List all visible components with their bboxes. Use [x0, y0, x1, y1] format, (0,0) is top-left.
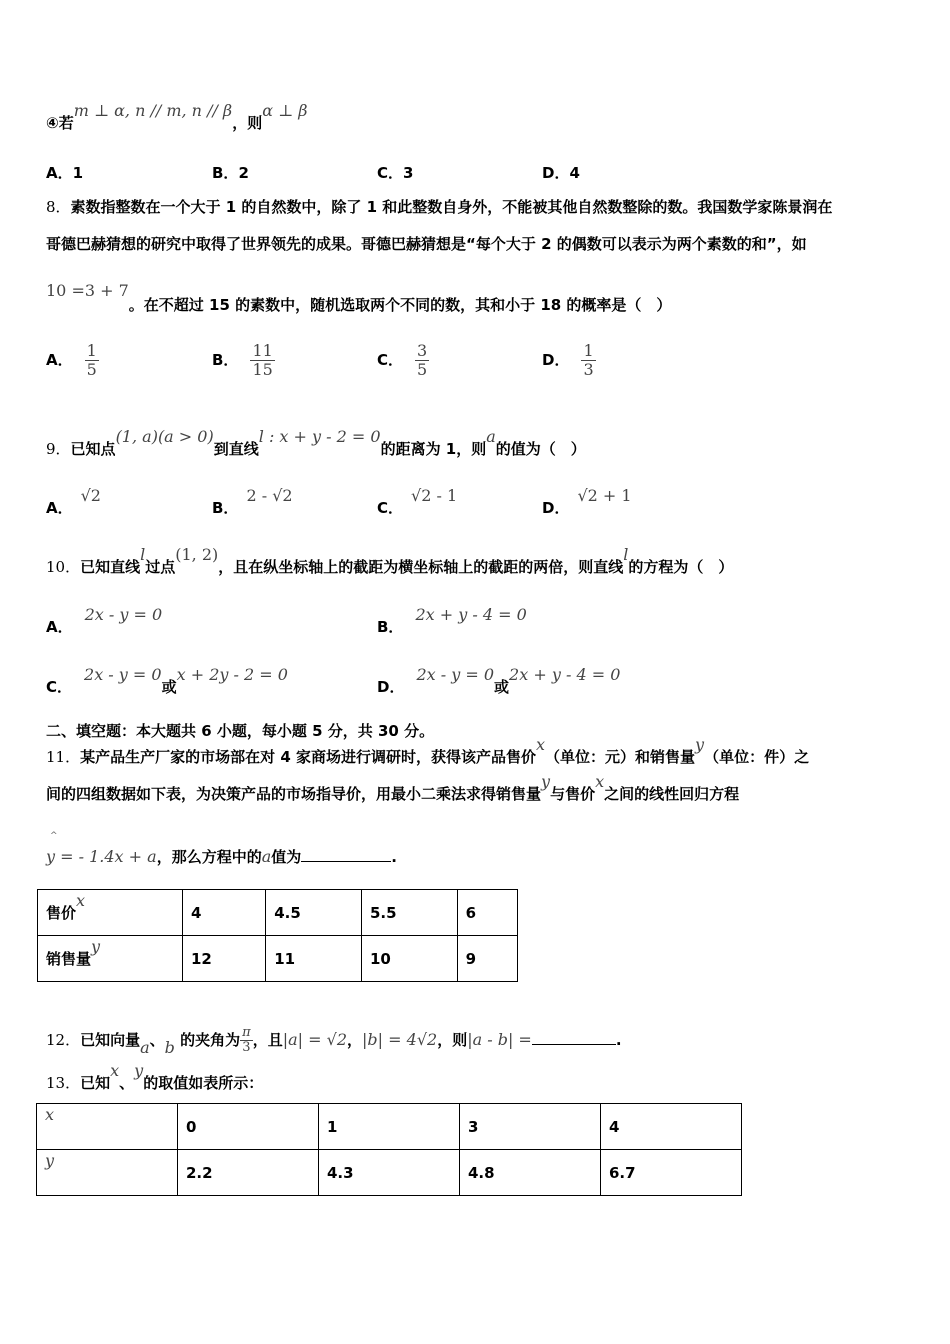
denominator: 15	[252, 360, 273, 379]
table-cell	[38, 936, 183, 982]
math: y	[45, 1151, 55, 1170]
q11-line2	[46, 772, 740, 804]
text: 之间的线性回归方程	[604, 785, 740, 803]
math: √2	[80, 486, 101, 505]
math: (1, a)(a > 0)	[115, 427, 214, 446]
math: x	[110, 1061, 120, 1080]
fraction	[240, 1026, 253, 1055]
value: 2	[238, 164, 249, 182]
math: 2x + y - 4 = 0	[509, 665, 621, 684]
label: B．	[212, 351, 239, 369]
label: A．	[46, 164, 73, 182]
label: D．	[377, 678, 405, 696]
q7-item4	[46, 101, 308, 133]
table-cell: 5.5	[361, 890, 457, 936]
math: α ⊥ β	[262, 101, 308, 120]
denominator: 3	[242, 1040, 251, 1055]
math: b	[164, 1038, 175, 1057]
table-cell: 6.7	[601, 1150, 742, 1196]
option-b	[212, 162, 249, 183]
denominator: 5	[417, 360, 428, 379]
label: B．	[212, 499, 239, 517]
denominator: 3	[583, 360, 594, 379]
text: ，则	[437, 1031, 468, 1049]
math: 2x + y - 4 = 0	[415, 605, 527, 624]
math: √2 + 1	[577, 486, 632, 505]
table-cell: 11	[266, 936, 362, 982]
math: a	[261, 847, 272, 866]
question-number: 12．	[46, 1031, 81, 1049]
fraction	[415, 342, 429, 379]
math: y = - 1.4x + a	[46, 847, 157, 866]
text: ④若	[46, 114, 74, 132]
option-d	[542, 162, 580, 183]
option-c	[377, 486, 458, 518]
text: ，且	[252, 1031, 283, 1049]
option-c	[377, 162, 413, 183]
text: 已知直线	[80, 558, 141, 576]
label: C．	[377, 499, 404, 517]
label: B．	[212, 164, 239, 182]
fraction	[250, 342, 274, 379]
text: 销售量	[46, 950, 92, 968]
value: 3	[403, 164, 414, 182]
option-a	[46, 162, 83, 183]
label: C．	[377, 351, 404, 369]
denominator: 5	[86, 360, 97, 379]
math: 2 - √2	[246, 486, 293, 505]
numerator: 1	[583, 341, 594, 360]
answer-blank	[301, 847, 391, 862]
table-cell: 4.3	[319, 1150, 460, 1196]
math: √2 - 1	[411, 486, 458, 505]
text: 的距离为 1，则	[380, 440, 487, 458]
text: 已知点	[70, 440, 116, 458]
text: 已知	[80, 1074, 111, 1092]
text: 的方程为（ ）	[628, 558, 734, 576]
math: a	[140, 1038, 150, 1057]
math: x	[76, 891, 86, 910]
question-number: 8．	[46, 198, 71, 216]
math: 2x - y = 0	[84, 665, 162, 684]
hat-symbol: ^	[50, 831, 58, 841]
section-heading: 二、填空题：本大题共 6 小题，每小题 5 分，共 30 分。	[46, 722, 435, 740]
q8-line2	[46, 233, 807, 254]
option-b	[212, 342, 275, 379]
math: l : x + y - 2 = 0	[258, 427, 381, 446]
math: y	[695, 735, 705, 754]
q10-line	[46, 545, 734, 577]
table-cell: 6	[457, 890, 517, 936]
numerator: 11	[252, 341, 273, 360]
table-cell: 2.2	[178, 1150, 319, 1196]
table-cell: 12	[183, 936, 266, 982]
text: ，那么方程中的	[156, 848, 262, 866]
table-cell: 4.5	[266, 890, 362, 936]
math: |b| = 4√2	[362, 1030, 438, 1049]
option-a	[46, 342, 99, 379]
table-cell: 0	[178, 1104, 319, 1150]
q11-line3	[46, 846, 397, 867]
q12-line	[46, 1026, 622, 1055]
option-a	[46, 486, 101, 518]
label: B．	[377, 618, 404, 636]
label: A．	[46, 351, 73, 369]
table-cell: 1	[319, 1104, 460, 1150]
text: .	[615, 1031, 622, 1049]
label: C．	[377, 164, 404, 182]
fraction	[581, 342, 595, 379]
text: 或	[494, 678, 510, 696]
text: 值为	[271, 848, 302, 866]
math: x + 2y - 2 = 0	[176, 665, 288, 684]
value: 1	[72, 164, 84, 182]
text: ，	[347, 1031, 363, 1049]
text: 、	[119, 1074, 135, 1092]
text: ，且在纵坐标轴上的截距为横坐标轴上的截距的两倍，则直线	[218, 558, 624, 576]
table-row	[38, 936, 518, 982]
math: x	[45, 1105, 55, 1124]
math: 10 =3 + 7	[46, 281, 129, 300]
table-row	[38, 890, 518, 936]
math: l	[623, 545, 629, 564]
question-number: 13．	[46, 1074, 81, 1092]
q8-line1	[46, 196, 832, 217]
option-d	[542, 486, 632, 518]
fraction	[85, 342, 99, 379]
math: m ⊥ α, n // m, n // β	[73, 101, 233, 120]
q13-line	[46, 1061, 264, 1093]
table-cell	[37, 1104, 178, 1150]
q11-table	[37, 889, 518, 982]
question-number: 9．	[46, 440, 71, 458]
math: 2x - y = 0	[84, 605, 163, 624]
table-cell: 9	[457, 936, 517, 982]
text: 间的四组数据如下表，为决策产品的市场指导价，用最小二乘法求得销售量	[46, 785, 542, 803]
text: 的值为（ ）	[495, 440, 586, 458]
text: 过点	[145, 558, 176, 576]
q8-line3	[46, 281, 672, 314]
question-number: 10．	[46, 558, 81, 576]
text: （单位：件）之	[704, 748, 810, 766]
math: 2x - y = 0	[416, 665, 495, 684]
label: A．	[46, 499, 73, 517]
option-c	[377, 342, 429, 379]
value: 4	[569, 164, 580, 182]
table-cell: 4	[601, 1104, 742, 1150]
option-a	[46, 605, 163, 637]
math: a	[486, 427, 496, 446]
q13-table	[36, 1103, 742, 1196]
option-b	[377, 605, 527, 637]
label: D．	[542, 351, 570, 369]
label: D．	[542, 164, 570, 182]
text: 的夹角为	[180, 1031, 241, 1049]
label: D．	[542, 499, 570, 517]
math: x	[595, 772, 605, 791]
text: 已知向量	[80, 1031, 141, 1049]
text: .	[391, 848, 397, 866]
text: 与售价	[550, 785, 596, 803]
option-b	[212, 486, 293, 518]
text: 哥德巴赫猜想的研究中取得了世界领先的成果。哥德巴赫猜想是“每个大于 2 的偶数可以表示为两个素数的和”，如	[46, 235, 807, 253]
text: 的取值如表所示：	[143, 1074, 264, 1092]
table-cell: 4	[183, 890, 266, 936]
math: y	[91, 937, 101, 956]
math: x	[535, 735, 546, 754]
text: 售价	[46, 904, 77, 922]
answer-blank	[532, 1030, 616, 1045]
text: 。在不超过 15 的素数中，随机选取两个不同的数，其和小于 18 的概率是（ ）	[128, 296, 672, 314]
table-cell: 10	[361, 936, 457, 982]
numerator: 3	[417, 341, 428, 360]
label: C．	[46, 678, 73, 696]
math: |a - b| =	[467, 1030, 532, 1049]
table-cell: 3	[460, 1104, 601, 1150]
option-d	[377, 665, 621, 697]
text: ，则	[232, 114, 263, 132]
text: 素数指整数在一个大于 1 的自然数中，除了 1 和此整数自身外，不能被其他自然数整除的数。我国数学家陈景润在	[70, 198, 833, 216]
math: l	[140, 545, 146, 564]
math: (1, 2)	[175, 545, 219, 564]
table-cell	[37, 1150, 178, 1196]
numerator: π	[242, 1025, 251, 1040]
math: y	[134, 1061, 144, 1080]
q9-line	[46, 427, 586, 459]
text: （单位：元）和销售量	[545, 748, 696, 766]
text: 到直线	[213, 440, 259, 458]
q11-line1	[46, 735, 810, 767]
table-cell: 4.8	[460, 1150, 601, 1196]
table-row	[37, 1104, 742, 1150]
math: y	[541, 772, 551, 791]
math: |a| = √2	[282, 1030, 348, 1049]
question-number: 11．	[46, 748, 81, 766]
option-d	[542, 342, 596, 379]
numerator: 1	[86, 341, 97, 360]
table-cell	[38, 890, 183, 936]
table-row	[37, 1150, 742, 1196]
label: A．	[46, 618, 73, 636]
text: 某产品生产厂家的市场部在对 4 家商场进行调研时，获得该产品售价	[80, 748, 536, 766]
text: 、	[149, 1031, 165, 1049]
text: 或	[161, 678, 177, 696]
option-c	[46, 665, 288, 697]
